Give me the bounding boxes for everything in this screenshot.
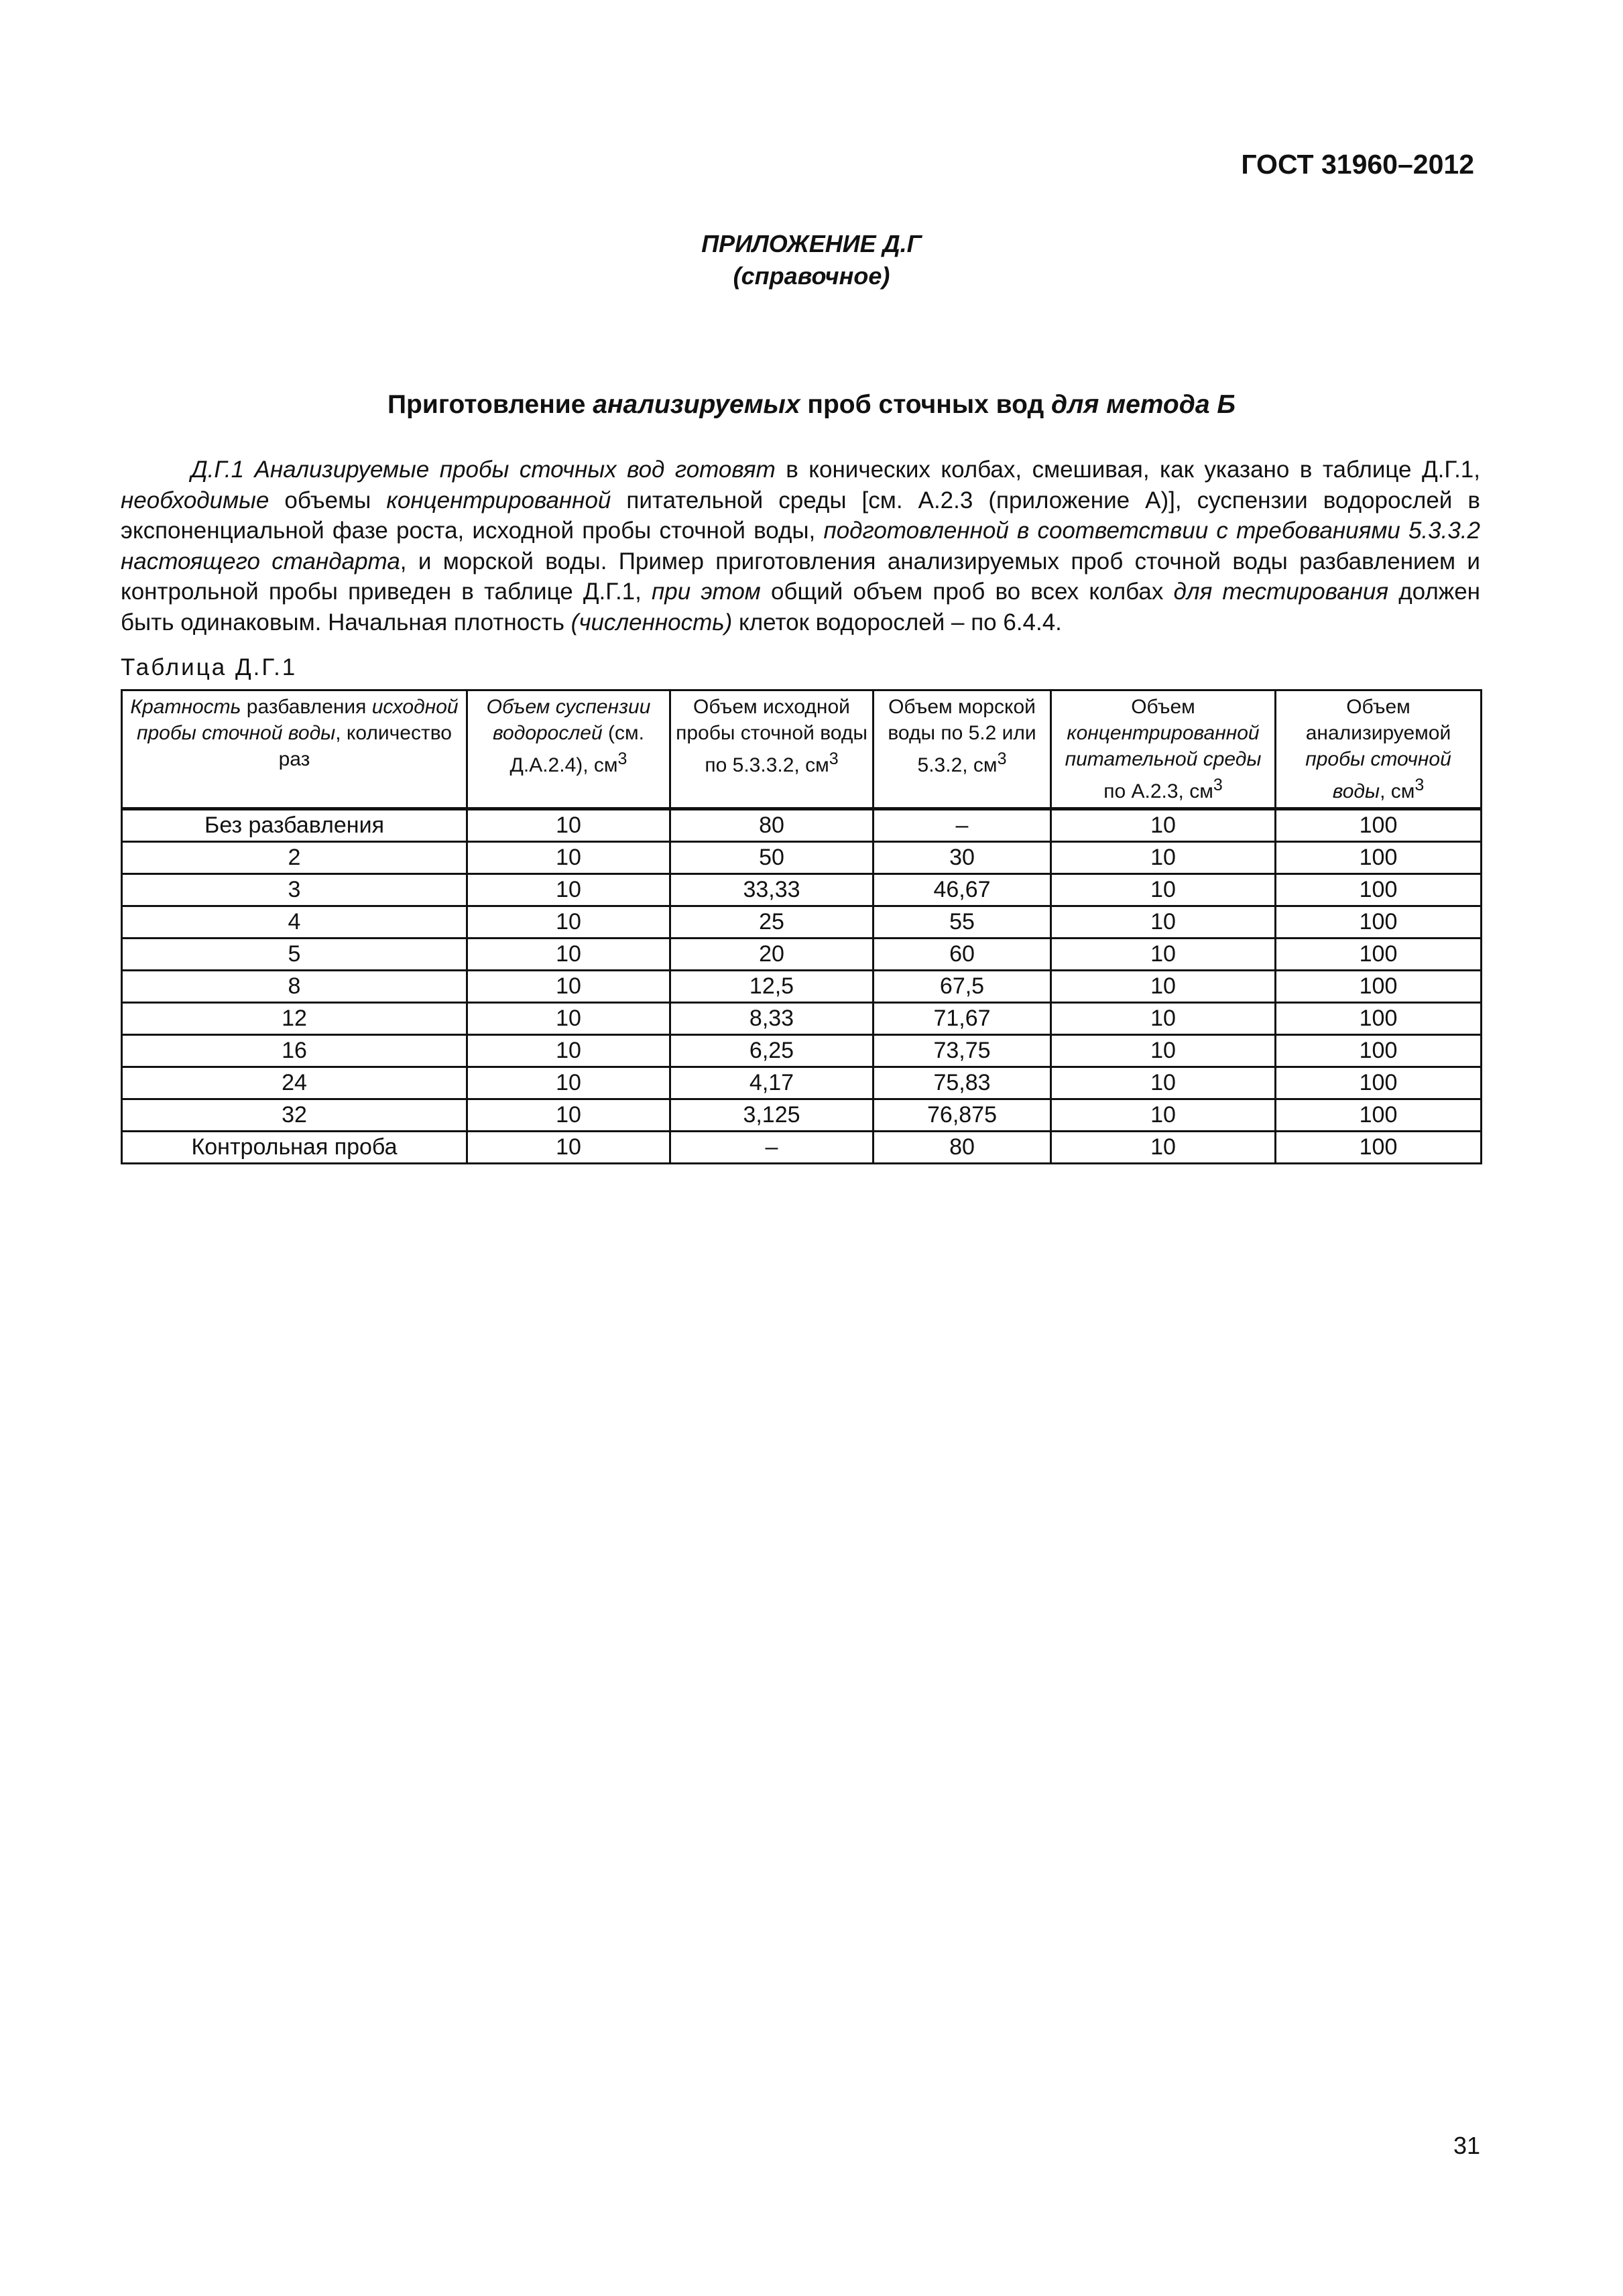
table-cell: 80	[874, 1132, 1051, 1164]
title-part: Приготовление	[387, 390, 593, 419]
title-part-italic: анализируемых	[593, 390, 800, 419]
table-cell: –	[670, 1132, 874, 1164]
table-cell: 10	[467, 939, 670, 971]
text: питательной среды [см. А.2.3 (приложение А)], суспензии водорослей в экспоненциальной фазе роста, исходной пробы сточной воды,	[121, 487, 1480, 544]
table-cell: 10	[1051, 809, 1276, 842]
table-cell: 10	[1051, 842, 1276, 874]
table-cell: 73,75	[874, 1035, 1051, 1067]
table-cell: 20	[670, 939, 874, 971]
page-number: 31	[1453, 2132, 1480, 2159]
title-part: проб сточных вод	[800, 390, 1052, 419]
section-title	[0, 390, 1623, 420]
appendix-subtitle: (справочное)	[733, 262, 890, 290]
table-row	[122, 1067, 1482, 1099]
table-row	[122, 809, 1482, 842]
table-cell: 4,17	[670, 1067, 874, 1099]
table-cell: 10	[467, 971, 670, 1003]
table-row	[122, 906, 1482, 939]
text: клеток водорослей – по 6.4.4.	[732, 609, 1062, 636]
table-row	[122, 874, 1482, 906]
text-italic: (численность)	[570, 609, 733, 636]
table-cell: 10	[467, 1003, 670, 1035]
table-cell: 10	[1051, 874, 1276, 906]
header-analyzed-sample-volume: Объем анализируемой пробы сточной воды, $см^3$	[1276, 690, 1482, 809]
table-cell: 10	[1051, 1099, 1276, 1132]
table-cell: 100	[1276, 874, 1482, 906]
table-cell: 10	[1051, 1067, 1276, 1099]
text: объемы	[269, 487, 387, 513]
text-italic: подготовленной в соответствии с требованиями 5.3.3.2 настоящего стандарта	[121, 518, 1480, 575]
table-cell: 10	[1051, 1132, 1276, 1164]
table-cell: 30	[874, 842, 1051, 874]
header-dilution-factor: Кратность разбавления исходной пробы сточной воды, количество раз	[122, 690, 467, 809]
table-cell: 25	[670, 906, 874, 939]
table-cell: 10	[467, 906, 670, 939]
table-cell: 100	[1276, 1099, 1482, 1132]
table-cell: 80	[670, 809, 874, 842]
table-cell: 8	[122, 971, 467, 1003]
appendix-title: ПРИЛОЖЕНИЕ Д.Г	[701, 230, 922, 257]
table-cell: 71,67	[874, 1003, 1051, 1035]
table-cell: 75,83	[874, 1067, 1051, 1099]
table-cell: Без разбавления	[122, 809, 467, 842]
table-cell: 10	[1051, 939, 1276, 971]
table-cell: 6,25	[670, 1035, 874, 1067]
table-row	[122, 971, 1482, 1003]
text: в конических колбах, смешивая, как указано в таблице Д.Г.1,	[775, 457, 1481, 483]
body-paragraph	[121, 455, 1480, 638]
table-cell: Контрольная проба	[122, 1132, 467, 1164]
text: общий объем проб во всех колбах	[760, 579, 1174, 605]
table-cell: 2	[122, 842, 467, 874]
document-number: ГОСТ 31960–2012	[1241, 149, 1474, 180]
table-cell: 5	[122, 939, 467, 971]
table-cell: 60	[874, 939, 1051, 971]
text-italic: концентрированной	[386, 487, 611, 513]
table-cell: –	[874, 809, 1051, 842]
table-cell: 100	[1276, 1132, 1482, 1164]
table-caption: Таблица Д.Г.1	[121, 654, 298, 680]
table-cell: 100	[1276, 971, 1482, 1003]
dilution-table	[121, 689, 1482, 1164]
table-cell: 100	[1276, 1003, 1482, 1035]
table-cell: 33,33	[670, 874, 874, 906]
table-header-row	[122, 690, 1482, 809]
header-nutrient-medium-volume: Объем концентрированной питательной среды по А.2.3, $см^3$	[1051, 690, 1276, 809]
table-cell: 100	[1276, 1067, 1482, 1099]
table-cell: 16	[122, 1035, 467, 1067]
table-cell: 46,67	[874, 874, 1051, 906]
table-cell: 55	[874, 906, 1051, 939]
table-cell: 8,33	[670, 1003, 874, 1035]
table-cell: 12,5	[670, 971, 874, 1003]
table-cell: 10	[1051, 1003, 1276, 1035]
table-cell: 67,5	[874, 971, 1051, 1003]
text-italic: для тестирования	[1173, 579, 1389, 605]
table-cell: 10	[467, 1132, 670, 1164]
table-cell: 50	[670, 842, 874, 874]
table-cell: 24	[122, 1067, 467, 1099]
table-cell: 12	[122, 1003, 467, 1035]
table-cell: 76,875	[874, 1099, 1051, 1132]
header-source-sample-volume: Объем исходной пробы сточной воды по 5.3.3.2, $см^3$	[670, 690, 874, 809]
table-cell: 10	[467, 1099, 670, 1132]
table-row	[122, 1035, 1482, 1067]
header-sea-water-volume: Объем морской воды по 5.2 или 5.3.2, $см^3$	[874, 690, 1051, 809]
table-row	[122, 1003, 1482, 1035]
table-cell: 100	[1276, 1035, 1482, 1067]
table-row	[122, 939, 1482, 971]
table-cell: 4	[122, 906, 467, 939]
table-cell: 32	[122, 1099, 467, 1132]
table-cell: 100	[1276, 809, 1482, 842]
table-cell: 3	[122, 874, 467, 906]
table-cell: 10	[1051, 906, 1276, 939]
table-row	[122, 1132, 1482, 1164]
appendix-heading	[0, 228, 1623, 292]
table-cell: 10	[1051, 971, 1276, 1003]
text: , и морской воды. Пример приготовления анализируемых проб сточной воды разбавлением и контрольной пробы приведен в таблице Д.Г.1,	[121, 548, 1480, 605]
table-cell: 100	[1276, 842, 1482, 874]
table-cell: 10	[467, 842, 670, 874]
table-cell: 10	[467, 809, 670, 842]
table-cell: 3,125	[670, 1099, 874, 1132]
table-row	[122, 842, 1482, 874]
table-cell: 100	[1276, 939, 1482, 971]
text-italic: при этом	[652, 579, 761, 605]
table-row	[122, 1099, 1482, 1132]
table-cell: 100	[1276, 906, 1482, 939]
table-cell: 10	[467, 874, 670, 906]
table-cell: 10	[467, 1067, 670, 1099]
text-italic: необходимые	[121, 487, 269, 513]
title-part-italic: для метода Б	[1051, 390, 1236, 419]
table-cell: 10	[467, 1035, 670, 1067]
table-cell: 10	[1051, 1035, 1276, 1067]
text: должен быть одинаковым. Начальная плотность	[121, 579, 1480, 636]
text-italic: Д.Г.1 Анализируемые пробы сточных вод готовят	[191, 457, 776, 483]
header-algae-suspension-volume: Объем суспензии водорослей (см. Д.А.2.4), $см^3$	[467, 690, 670, 809]
